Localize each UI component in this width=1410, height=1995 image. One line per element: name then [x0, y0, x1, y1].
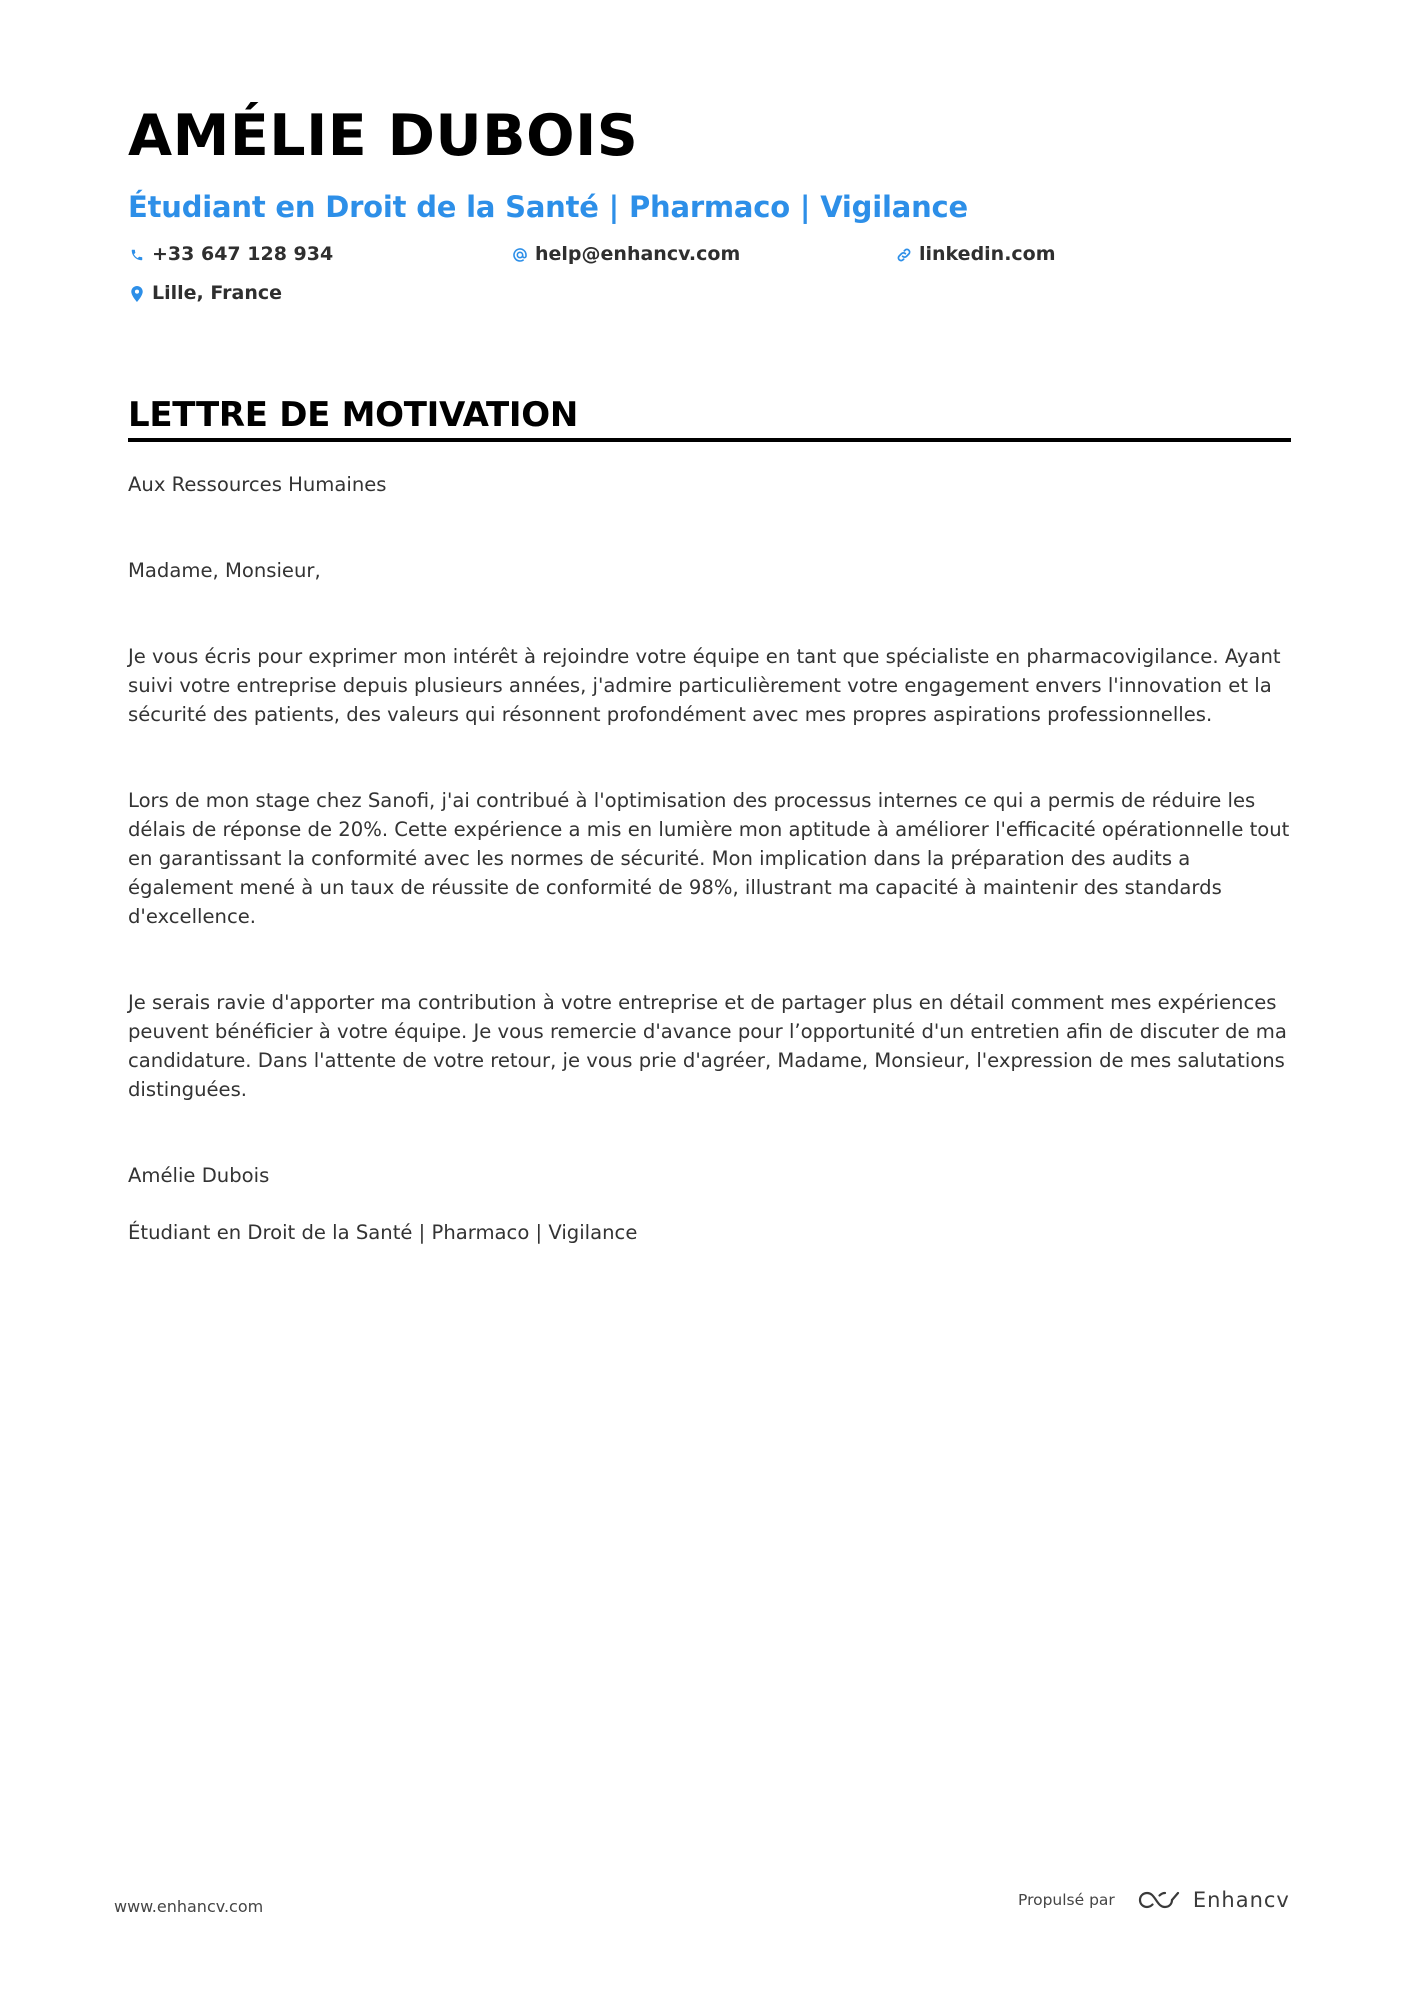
contact-email	[511, 245, 740, 264]
email-value[interactable]: help@enhancv.com	[535, 243, 741, 265]
map-pin-icon	[128, 285, 146, 303]
enhancv-logo-icon[interactable]	[1137, 1888, 1183, 1912]
contact-linkedin	[895, 245, 1056, 264]
letter-paragraph-2: Lors de mon stage chez Sanofi, j'ai contribué à l'optimisation des processus internes ce qui a permis de réduire les délais de réponse de 20%. Cette expérience a mis en lumière mon aptitude à améliorer l'efficacité opérationnelle tout en garantissant la conformité avec les normes de sécurité. Mon implication dans la préparation des audits a également mené à un taux de réussite de conformité de 98%, illustrant ma capacité à maintenir des standards d'excellence.	[128, 789, 1290, 928]
signature-title: Étudiant en Droit de la Santé | Pharmaco | Vigilance	[128, 1221, 638, 1244]
phone-icon	[128, 246, 146, 264]
at-icon	[511, 246, 529, 264]
candidate-name: AMÉLIE DUBOIS	[128, 103, 639, 169]
letter-body	[128, 470, 1291, 1247]
contact-location	[128, 284, 282, 303]
location-value: Lille, France	[152, 282, 282, 304]
linkedin-value[interactable]: linkedin.com	[919, 243, 1056, 265]
section-title: LETTRE DE MOTIVATION	[128, 395, 579, 435]
signature-name: Amélie Dubois	[128, 1164, 270, 1187]
candidate-headline: Étudiant en Droit de la Santé | Pharmaco | Vigilance	[128, 190, 968, 224]
section-divider	[128, 438, 1291, 442]
footer-url[interactable]: www.enhancv.com	[114, 1897, 264, 1916]
footer-branding	[1018, 1888, 1290, 1912]
powered-by-label: Propulsé par	[1018, 1891, 1115, 1909]
contact-phone	[128, 245, 333, 264]
phone-value: +33 647 128 934	[152, 243, 334, 265]
letter-paragraph-1: Je vous écris pour exprimer mon intérêt à rejoindre votre équipe en tant que spécialiste en pharmacovigilance. Ayant suivi votre entreprise depuis plusieurs années, j'admire particulièrement votre engagement envers l'innovation et la sécurité des patients, des valeurs qui résonnent profondément avec mes propres aspirations professionnelles.	[128, 645, 1281, 726]
link-icon	[895, 246, 913, 264]
brand-name[interactable]: Enhancv	[1192, 1888, 1290, 1912]
letter-paragraph-3: Je serais ravie d'apporter ma contribution à votre entreprise et de partager plus en détail comment mes expériences peuvent bénéficier à votre équipe. Je vous remercie d'avance pour l’opportunité d'un entretien afin de discuter de ma candidature. Dans l'attente de votre retour, je vous prie d'agréer, Madame, Monsieur, l'expression de mes salutations distinguées.	[128, 991, 1287, 1101]
letter-greeting: Madame, Monsieur,	[128, 559, 321, 582]
letter-recipient: Aux Ressources Humaines	[128, 473, 387, 496]
